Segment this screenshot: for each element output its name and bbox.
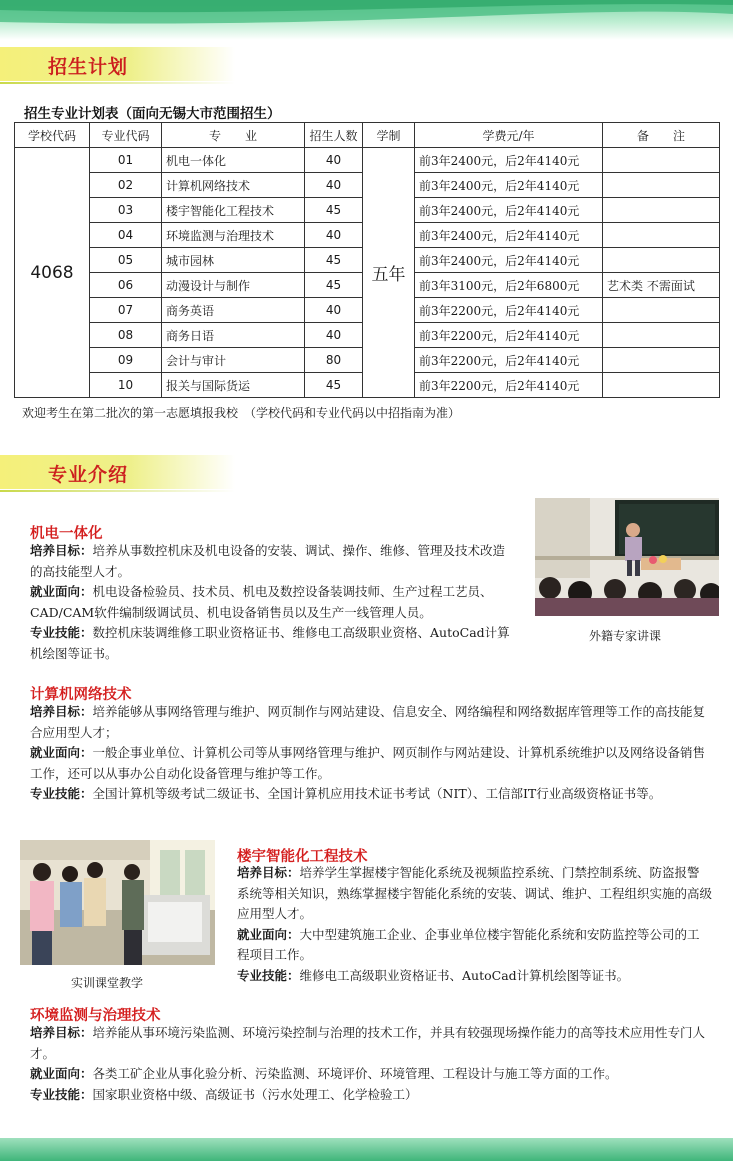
note-cell: 艺术类 不需面试 xyxy=(603,273,720,298)
photo-caption-lecture: 外籍专家讲课 xyxy=(589,629,662,643)
count-cell: 40 xyxy=(305,148,363,173)
major-title-environment: 环境监测与治理技术 xyxy=(30,1008,161,1024)
header-school-code: 学校代码 xyxy=(15,123,90,148)
major-name-cell: 环境监测与治理技术 xyxy=(162,223,305,248)
text-skills: 数控机床装调维修工职业资格证书、维修电工高级职业资格、AutoCad计算机绘图等证书。 xyxy=(30,625,510,661)
note-cell xyxy=(603,323,720,348)
label-skills: 专业技能： xyxy=(30,786,93,801)
note-cell xyxy=(603,173,720,198)
major-name-cell: 计算机网络技术 xyxy=(162,173,305,198)
label-goal: 培养目标： xyxy=(30,543,93,558)
note-cell xyxy=(603,373,720,398)
major-name-cell: 楼宇智能化工程技术 xyxy=(162,198,305,223)
count-cell: 45 xyxy=(305,373,363,398)
major-description-mechatronics xyxy=(30,541,516,664)
table-caption: 招生专业计划表（面向无锡大市范围招生） xyxy=(24,106,281,122)
major-title-smart-building: 楼宇智能化工程技术 xyxy=(237,849,368,865)
note-cell xyxy=(603,198,720,223)
major-code-cell: 07 xyxy=(90,298,162,323)
major-code-cell: 09 xyxy=(90,348,162,373)
section-divider xyxy=(0,490,235,492)
label-goal: 培养目标： xyxy=(237,865,300,880)
text-employment: 机电设备检验员、技术员、机电及数控设备装调技师、生产过程工艺员、CAD/CAM软件编制级调试员、机电设备销售员以及生产一线管理人员。 xyxy=(30,584,493,620)
count-cell: 45 xyxy=(305,273,363,298)
major-title-computer-network: 计算机网络技术 xyxy=(30,687,132,703)
note-cell xyxy=(603,298,720,323)
fee-cell: 前3年2200元，后2年4140元 xyxy=(415,348,603,373)
label-employment: 就业面向： xyxy=(30,1066,93,1081)
fee-cell: 前3年2400元，后2年4140元 xyxy=(415,248,603,273)
count-cell: 40 xyxy=(305,323,363,348)
fee-cell: 前3年2200元，后2年4140元 xyxy=(415,323,603,348)
text-employment: 一般企事业单位、计算机公司等从事网络管理与维护、网页制作与网站建设、计算机系统维护以及网络设备销售工作，还可以从事办公自动化设备管理与维护等工作。 xyxy=(30,745,706,781)
label-goal: 培养目标： xyxy=(30,1025,93,1040)
header-major-code: 专业代码 xyxy=(90,123,162,148)
note-cell xyxy=(603,148,720,173)
fee-cell: 前3年2400元，后2年4140元 xyxy=(415,223,603,248)
enrollment-plan-table xyxy=(14,122,720,398)
major-name-cell: 机电一体化 xyxy=(162,148,305,173)
text-goal: 培养能从事环境污染监测、环境污染控制与治理的技术工作，并具有较强现场操作能力的高等技术应用性专门人才。 xyxy=(30,1025,706,1061)
note-cell xyxy=(603,348,720,373)
header-duration: 学制 xyxy=(363,123,415,148)
major-name-cell: 动漫设计与制作 xyxy=(162,273,305,298)
header-note: 备 注 xyxy=(603,123,720,148)
major-code-cell: 02 xyxy=(90,173,162,198)
major-code-cell: 08 xyxy=(90,323,162,348)
text-goal: 培养能够从事网络管理与维护、网页制作与网站建设、信息安全、网络编程和网络数据库管理等工作的高技能复合应用型人才； xyxy=(30,704,706,740)
major-name-cell: 报关与国际货运 xyxy=(162,373,305,398)
section-divider xyxy=(0,82,235,84)
fee-cell: 前3年2400元，后2年4140元 xyxy=(415,173,603,198)
count-cell: 40 xyxy=(305,223,363,248)
count-cell: 45 xyxy=(305,198,363,223)
text-goal: 培养学生掌握楼宇智能化系统及视频监控系统、门禁控制系统、防盗报警系统等相关知识，熟练掌握楼宇智能化系统的安装、调试、维护、工程组织实施的高级应用型人才。 xyxy=(237,865,713,921)
label-skills: 专业技能： xyxy=(30,625,93,640)
label-employment: 就业面向： xyxy=(237,926,300,942)
count-cell: 40 xyxy=(305,173,363,198)
major-description-computer-network xyxy=(30,702,710,805)
major-description-environment xyxy=(30,1023,710,1105)
count-cell: 80 xyxy=(305,348,363,373)
major-title-mechatronics: 机电一体化 xyxy=(30,526,103,542)
major-name-cell: 商务日语 xyxy=(162,323,305,348)
section-title-plan: 招生计划 xyxy=(48,56,129,78)
fee-cell: 前3年2400元，后2年4140元 xyxy=(415,148,603,173)
text-skills: 维修电工高级职业资格证书、AutoCad计算机绘图等证书。 xyxy=(299,967,630,983)
table-header-row xyxy=(15,123,720,148)
school-code-cell: 4068 xyxy=(15,148,90,398)
text-skills: 全国计算机等级考试二级证书、全国计算机应用技术证书考试（NIT）、工信部IT行业高级资格证书等。 xyxy=(92,786,662,801)
duration-cell: 五年 xyxy=(363,148,415,398)
training-class-photo xyxy=(20,840,215,965)
count-cell: 40 xyxy=(305,298,363,323)
bottom-decorative-band xyxy=(0,1138,733,1161)
photo-caption-training: 实训课堂教学 xyxy=(71,976,144,990)
label-skills: 专业技能： xyxy=(237,967,300,983)
label-employment: 就业面向： xyxy=(30,745,93,760)
header-count: 招生人数 xyxy=(305,123,363,148)
top-swoosh-graphic xyxy=(0,0,733,40)
note-cell xyxy=(603,223,720,248)
major-name-cell: 商务英语 xyxy=(162,298,305,323)
lecture-photo xyxy=(535,498,719,616)
fee-cell: 前3年2200元，后2年4140元 xyxy=(415,373,603,398)
major-code-cell: 05 xyxy=(90,248,162,273)
major-description-smart-building xyxy=(237,863,712,986)
section-title-intro: 专业介绍 xyxy=(48,464,129,486)
text-employment: 各类工矿企业从事化验分析、污染监测、环境评价、环境管理、工程设计与施工等方面的工作。 xyxy=(92,1066,618,1081)
section-banner-intro xyxy=(0,455,235,489)
fee-cell: 前3年3100元，后2年6800元 xyxy=(415,273,603,298)
major-code-cell: 06 xyxy=(90,273,162,298)
major-code-cell: 10 xyxy=(90,373,162,398)
header-fee: 学费元/年 xyxy=(415,123,603,148)
table-footnote: 欢迎考生在第二批次的第一志愿填报我校 （学校代码和专业代码以中招指南为准） xyxy=(22,406,461,420)
text-goal: 培养从事数控机床及机电设备的安装、调试、操作、维修、管理及技术改造的高技能型人才。 xyxy=(30,543,506,579)
major-code-cell: 03 xyxy=(90,198,162,223)
count-cell: 45 xyxy=(305,248,363,273)
label-employment: 就业面向： xyxy=(30,584,93,599)
major-name-cell: 城市园林 xyxy=(162,248,305,273)
label-goal: 培养目标： xyxy=(30,704,93,719)
text-skills: 国家职业资格中级、高级证书（污水处理工、化学检验工） xyxy=(92,1086,418,1102)
text-employment: 大中型建筑施工企业、企事业单位楼宇智能化系统和安防监控等公司的工程项目工作。 xyxy=(237,926,700,962)
note-cell xyxy=(603,248,720,273)
major-code-cell: 04 xyxy=(90,223,162,248)
section-banner-plan xyxy=(0,47,235,81)
fee-cell: 前3年2400元，后2年4140元 xyxy=(415,198,603,223)
major-name-cell: 会计与审计 xyxy=(162,348,305,373)
label-skills: 专业技能： xyxy=(30,1086,93,1102)
fee-cell: 前3年2200元，后2年4140元 xyxy=(415,298,603,323)
header-major: 专 业 xyxy=(162,123,305,148)
table-row xyxy=(15,148,720,173)
major-code-cell: 01 xyxy=(90,148,162,173)
